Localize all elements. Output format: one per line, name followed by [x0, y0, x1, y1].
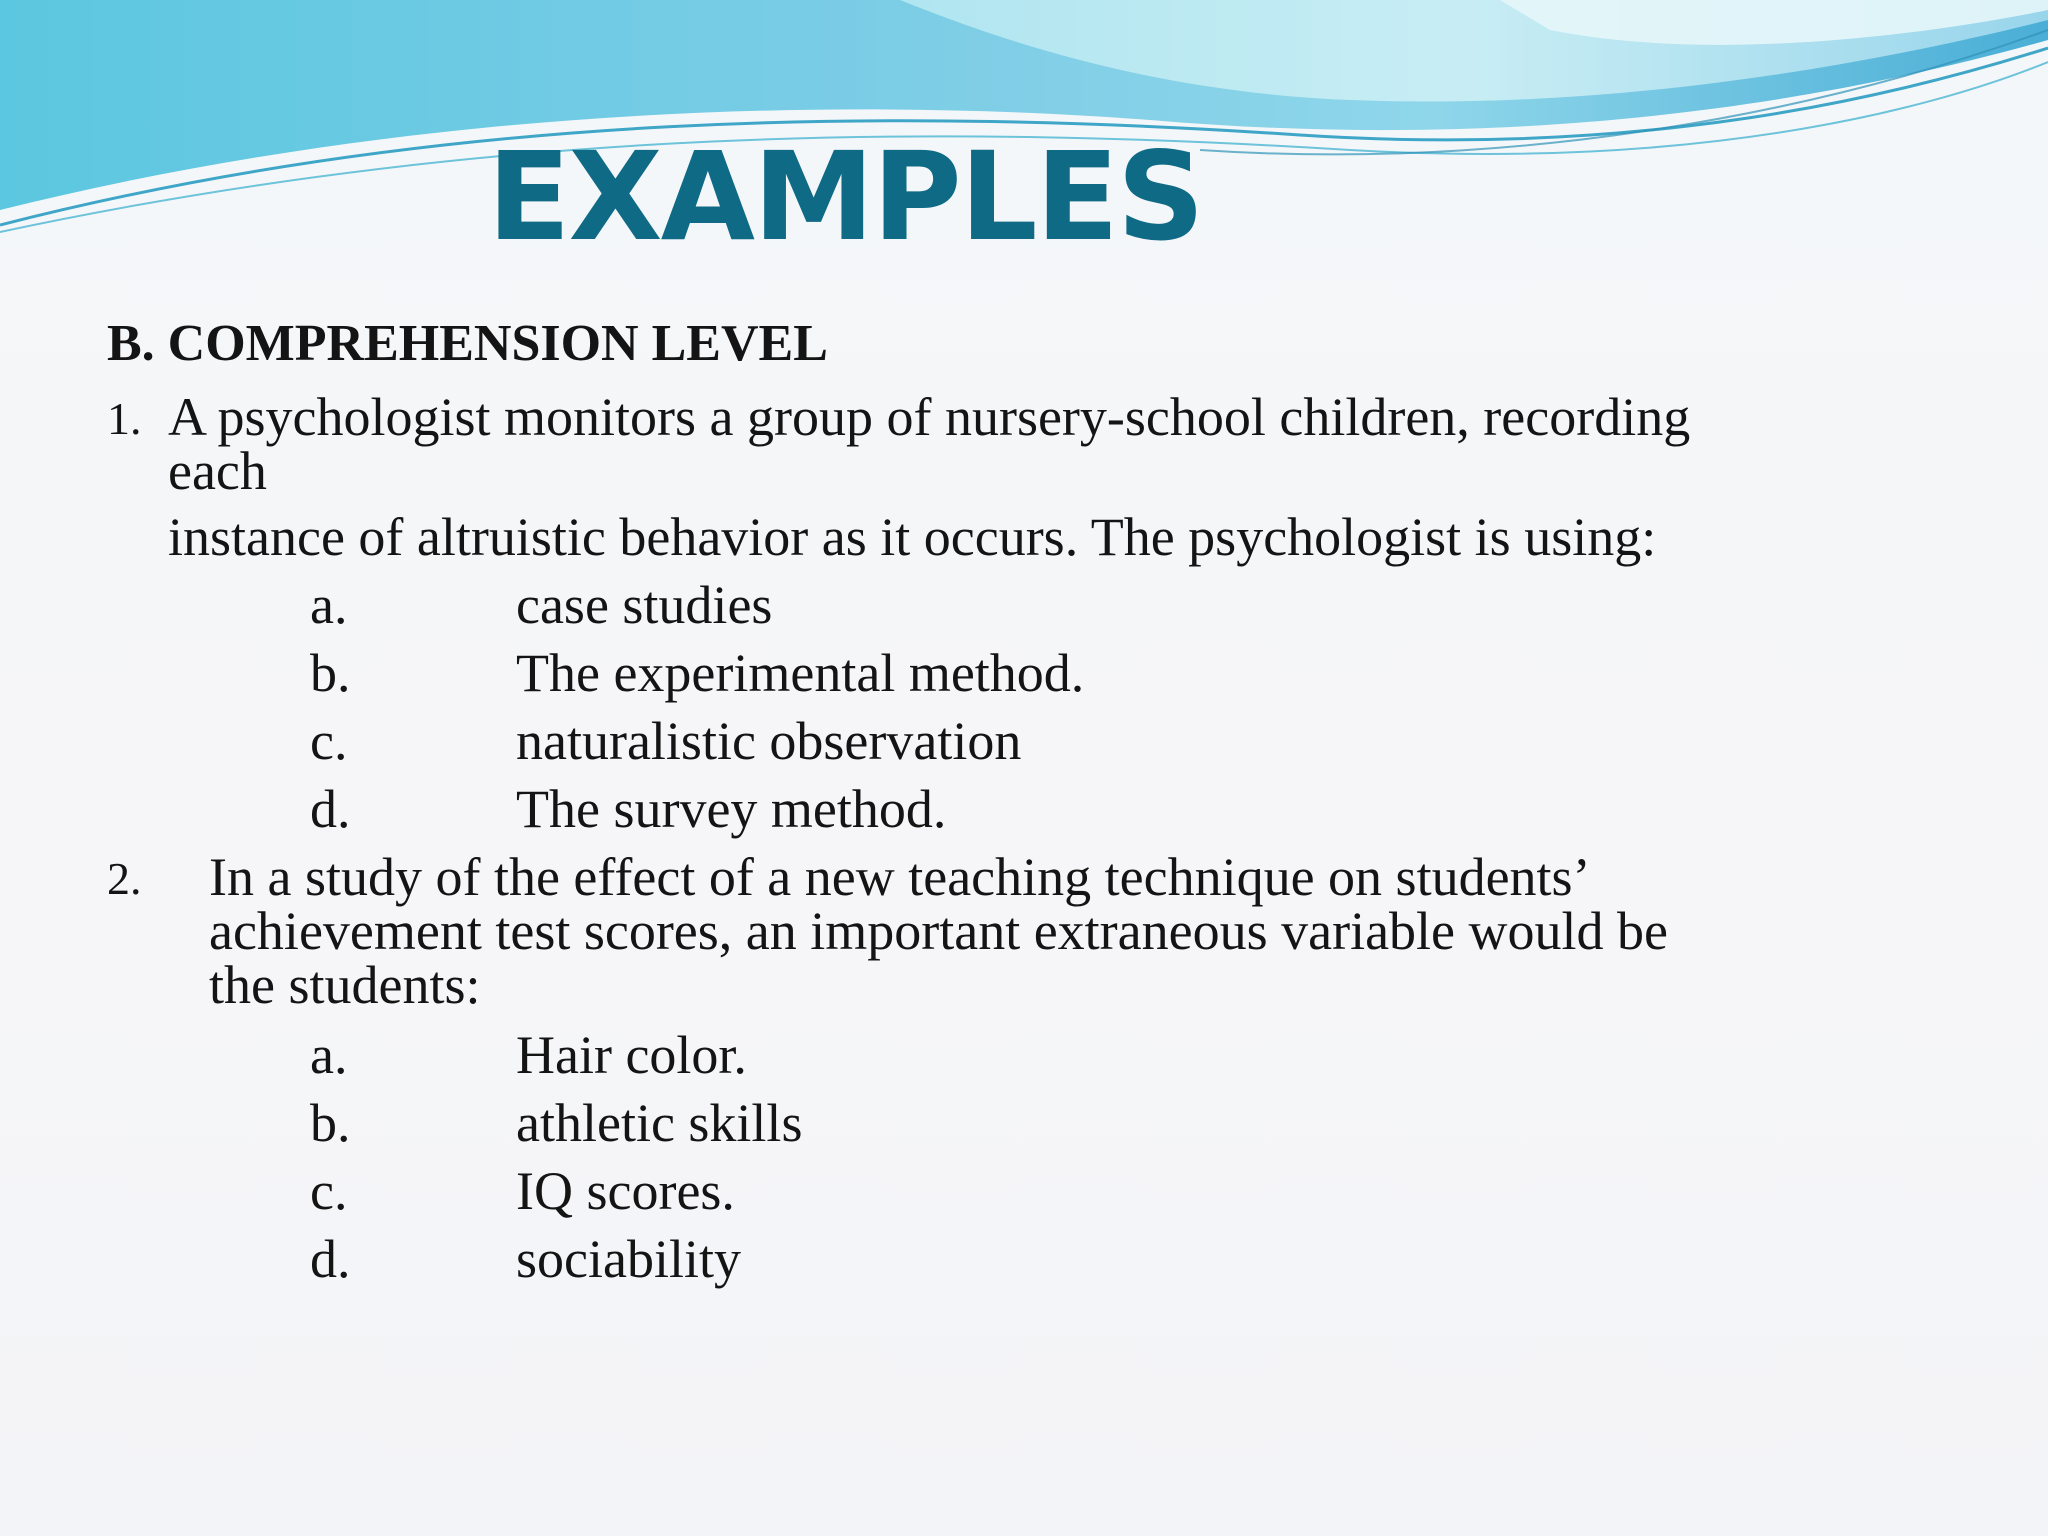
question-text-line: instance of altruistic behavior as it occurs. The psychologist is using:: [168, 507, 1657, 567]
option-letter: d.: [310, 779, 351, 839]
option-letter: c.: [310, 1161, 348, 1221]
option-text: sociability: [516, 1229, 741, 1289]
option-text: athletic skills: [516, 1093, 803, 1153]
question-text-line: A psychologist monitors a group of nursery-school children, recording: [168, 387, 1691, 447]
option-letter: d.: [310, 1229, 351, 1289]
slide-title: EXAMPLES: [487, 126, 1203, 268]
question-number: 1.: [107, 393, 142, 444]
section-heading: B. COMPREHENSION LEVEL: [107, 315, 828, 372]
option-text: IQ scores.: [516, 1161, 735, 1221]
option-text: Hair color.: [516, 1025, 747, 1085]
question-text-line: the students:: [209, 955, 481, 1015]
option-text: case studies: [516, 575, 773, 635]
option-letter: c.: [310, 711, 348, 771]
option-letter: b.: [310, 1093, 351, 1153]
question-number: 2.: [107, 853, 142, 904]
option-text: The experimental method.: [516, 643, 1085, 703]
option-letter: a.: [310, 575, 348, 635]
option-text: The survey method.: [516, 779, 947, 839]
question-text-line: In a study of the effect of a new teaching technique on students’: [209, 847, 1591, 907]
option-text: naturalistic observation: [516, 711, 1022, 771]
question-text-line: achievement test scores, an important extraneous variable would be: [209, 901, 1668, 961]
option-letter: b.: [310, 643, 351, 703]
question-text-line: each: [168, 441, 267, 501]
option-letter: a.: [310, 1025, 348, 1085]
